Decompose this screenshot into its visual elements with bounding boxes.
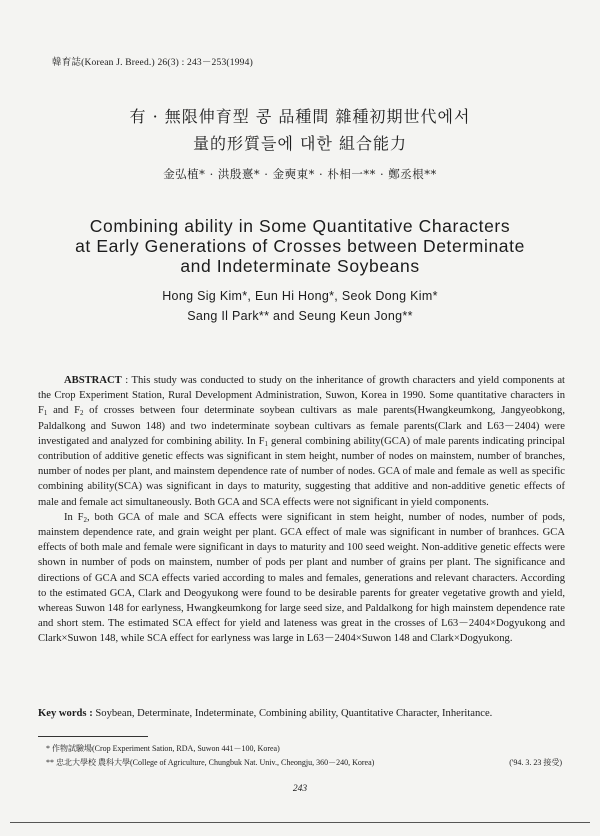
english-authors-line2: Sang Il Park** and Seung Keun Jong**: [187, 309, 413, 323]
abstract-paragraph-2: In $F_2$, both GCA of male and SCA effects were significant in stem height, number of nodes, number of pods, mainstem dependence rate, and grain weight per plant. GCA effect of male was significant in number of branhces. GCA effects of both male and female were significant in days to maturity and 100 seed weight. Non-additive genetic effects were shown in number of pods on mainstem, number of pods per plant and number of grains per plant. The significance and directions of GCA and SCA effects varied according to males and females, generations and relevant characters. According to the estimated GCA, Clark and Deogyukong were found to be desirable parents for greater vegetative growth and yield, whereas Suwon 148 for earlyness, Hwangkeumkong for large seed size, and Paldalkong for high mainstem dependence rate and short stem. The estimated SCA effect for yield and lateness was great in the crosses of L63－2404×Dogyukong and Clark×Suwon 148, while SCA effect for earlyness was large in L63－2404×Suwon 148 and Clark×Dogyukong.: [38, 511, 565, 645]
keywords-label: Key words :: [38, 708, 93, 719]
english-title-line2: at Early Generations of Crosses between Determinate: [75, 236, 525, 256]
korean-title-line1: 有 · 無限伸育型 콩 品種間 雜種初期世代에서: [129, 107, 471, 126]
korean-authors: 金弘植* · 洪殷憙* · 金奭東* · 朴相一** · 鄭丞根**: [163, 167, 437, 181]
page-bottom-border: [10, 822, 590, 823]
abstract-paragraph-1: ABSTRACT : This study was conducted to study on the inheritance of growth characters and yield components at the Crop Experiment Station, Rural Development Administration, Suwon, Korea in 1990. Some quantitative characters in $F_1$ and $F_2$ of crosses between four determinate soybean cultivars as male parents(Hwangkeumkong, Jangyeobkong, Paldalkong and Suwon 148) and two indeterminate soybean cultivars as female parents(Clark and L63－2404) were investigated and analyzed for combining ability. In $F_1$ general combining ability(GCA) of male parents indicating principal contribution of additive genetic effects was significant in stem height, number of nodes on mainstem, number of branches, number of nodes per plant, and mainstem dependence rate of number of nodes. GCA of male and female as well as specific combining ability(SCA) was significant in days to maturity, suggesting that additive and non-additive genetic effects of male and female act simultaneously. Both GCA and SCA effects were not significant in yield components.: [38, 375, 566, 508]
footnote-divider: [38, 736, 148, 737]
footnote-2: ** 忠北大學校 農科大學(College of Agriculture, Chungbuk Nat. Univ., Cheongju, 360－240, Korea): [46, 758, 375, 767]
footnote-1: * 作物試驗場(Crop Experiment Sation, RDA, Suwon 441－100, Korea): [46, 744, 280, 753]
footnotes: [46, 742, 566, 770]
abstract: [38, 373, 565, 647]
english-title-line1: Combining ability in Some Quantitative Characters: [89, 216, 511, 236]
korean-title-line2: 量的形質들에 대한 組合能力: [193, 134, 407, 153]
english-title-line3: and Indeterminate Soybeans: [180, 256, 420, 276]
english-authors-line1: Hong Sig Kim*, Eun Hi Hong*, Seok Dong Kim*: [162, 289, 438, 303]
received-date: ('94. 3. 23 接受): [509, 758, 562, 767]
keywords-text: Soybean, Determinate, Indeterminate, Combining ability, Quantitative Character, Inheritance.: [95, 708, 493, 719]
footnote-2-row: [46, 756, 566, 770]
keywords: [38, 708, 565, 719]
journal-header: 韓育誌(Korean J. Breed.) 26(3) : 243－253(1994): [52, 58, 253, 68]
page-number: 243: [292, 784, 308, 794]
abstract-label: ABSTRACT: [64, 375, 122, 386]
